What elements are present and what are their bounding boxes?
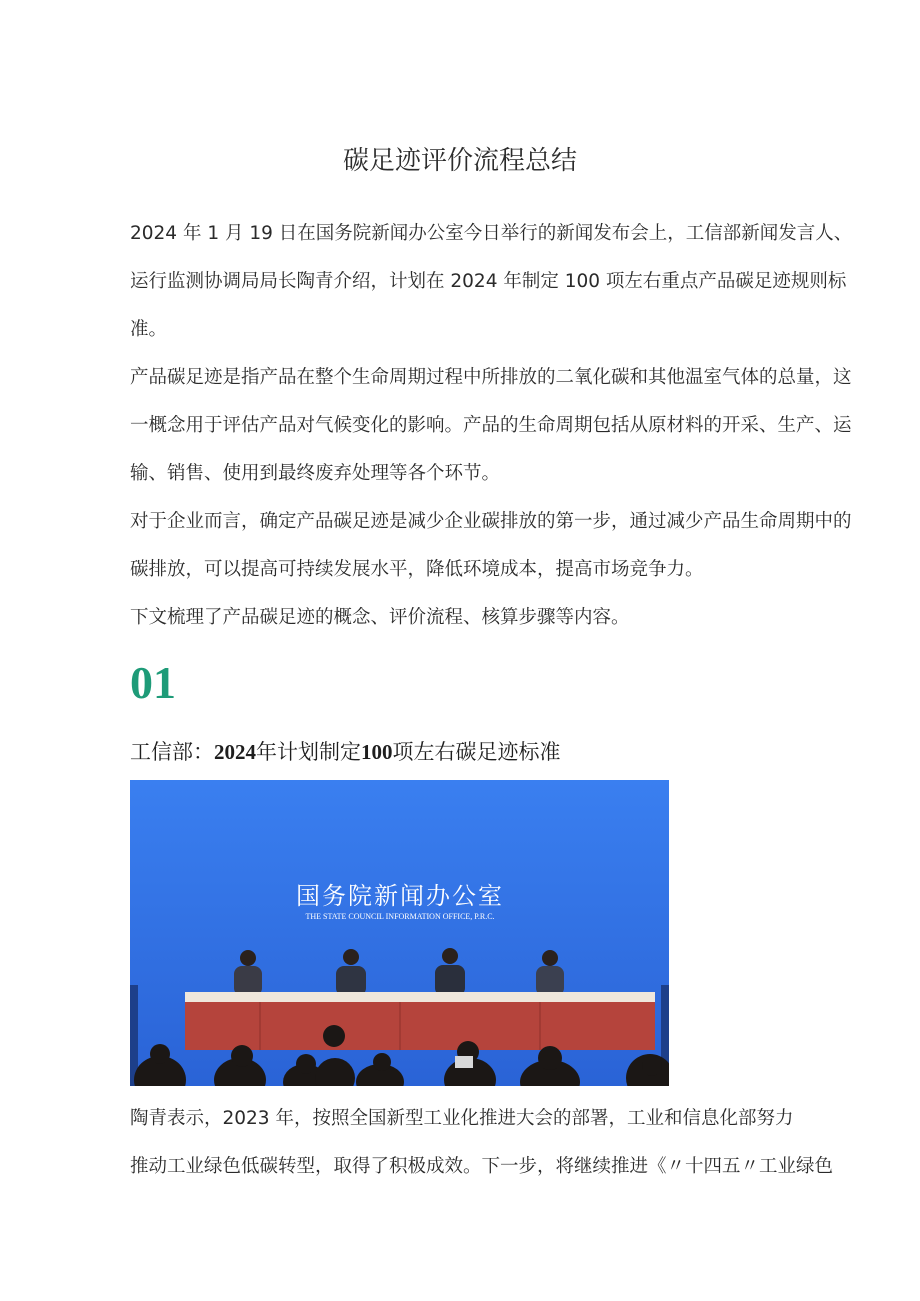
banner-en: THE STATE COUNCIL INFORMATION OFFICE, P.R.C.: [305, 912, 495, 921]
document-title: 碳足迹评价流程总结: [342, 146, 577, 176]
paragraph-4: 下文梳理了产品碳足迹的概念、评价流程、核算步骤等内容。: [130, 607, 630, 628]
intro-text: [130, 210, 865, 642]
section-number: 01: [130, 657, 176, 708]
heading-year: 2024: [214, 740, 256, 764]
closing-line-2: 推动工业绿色低碳转型，取得了积极成效。下一步，将继续推进《〃十四五〃工业绿色: [130, 1156, 834, 1177]
paragraph-3: 对于企业而言，确定产品碳足迹是减少企业碳排放的第一步，通过减少产品生命周期中的碳排放，可以提高可持续发展水平，降低环境成本，提高市场竞争力。: [130, 511, 852, 580]
heading-prefix: 工信部：: [130, 740, 214, 764]
section-heading: [130, 736, 561, 766]
heading-mid: 年计划制定: [256, 740, 361, 764]
closing-line-1: 陶青表示，2023 年，按照全国新型工业化推进大会的部署，工业和信息化部努力: [130, 1108, 794, 1129]
heading-count: 100: [361, 740, 393, 764]
paragraph-1: 2024 年 1 月 19 日在国务院新闻办公室今日举行的新闻发布会上，工信部新闻发言人、运行监测协调局局长陶青介绍，计划在 2024 年制定 100 项左右重点产品碳足迹规则标准。: [130, 223, 853, 340]
heading-suffix: 项左右碳足迹标准: [392, 740, 561, 764]
closing-text: [130, 1095, 865, 1191]
paragraph-2: 产品碳足迹是指产品在整个生命周期过程中所排放的二氧化碳和其他温室气体的总量，这一概念用于评估产品对气候变化的影响。产品的生命周期包括从原材料的开采、生产、运输、销售、使用到最终废弃处理等各个环节。: [130, 367, 852, 484]
press-conference-photo: [130, 780, 669, 1086]
podium-table: [185, 1002, 655, 1050]
banner-cn: 国务院新闻办公室: [296, 882, 504, 910]
